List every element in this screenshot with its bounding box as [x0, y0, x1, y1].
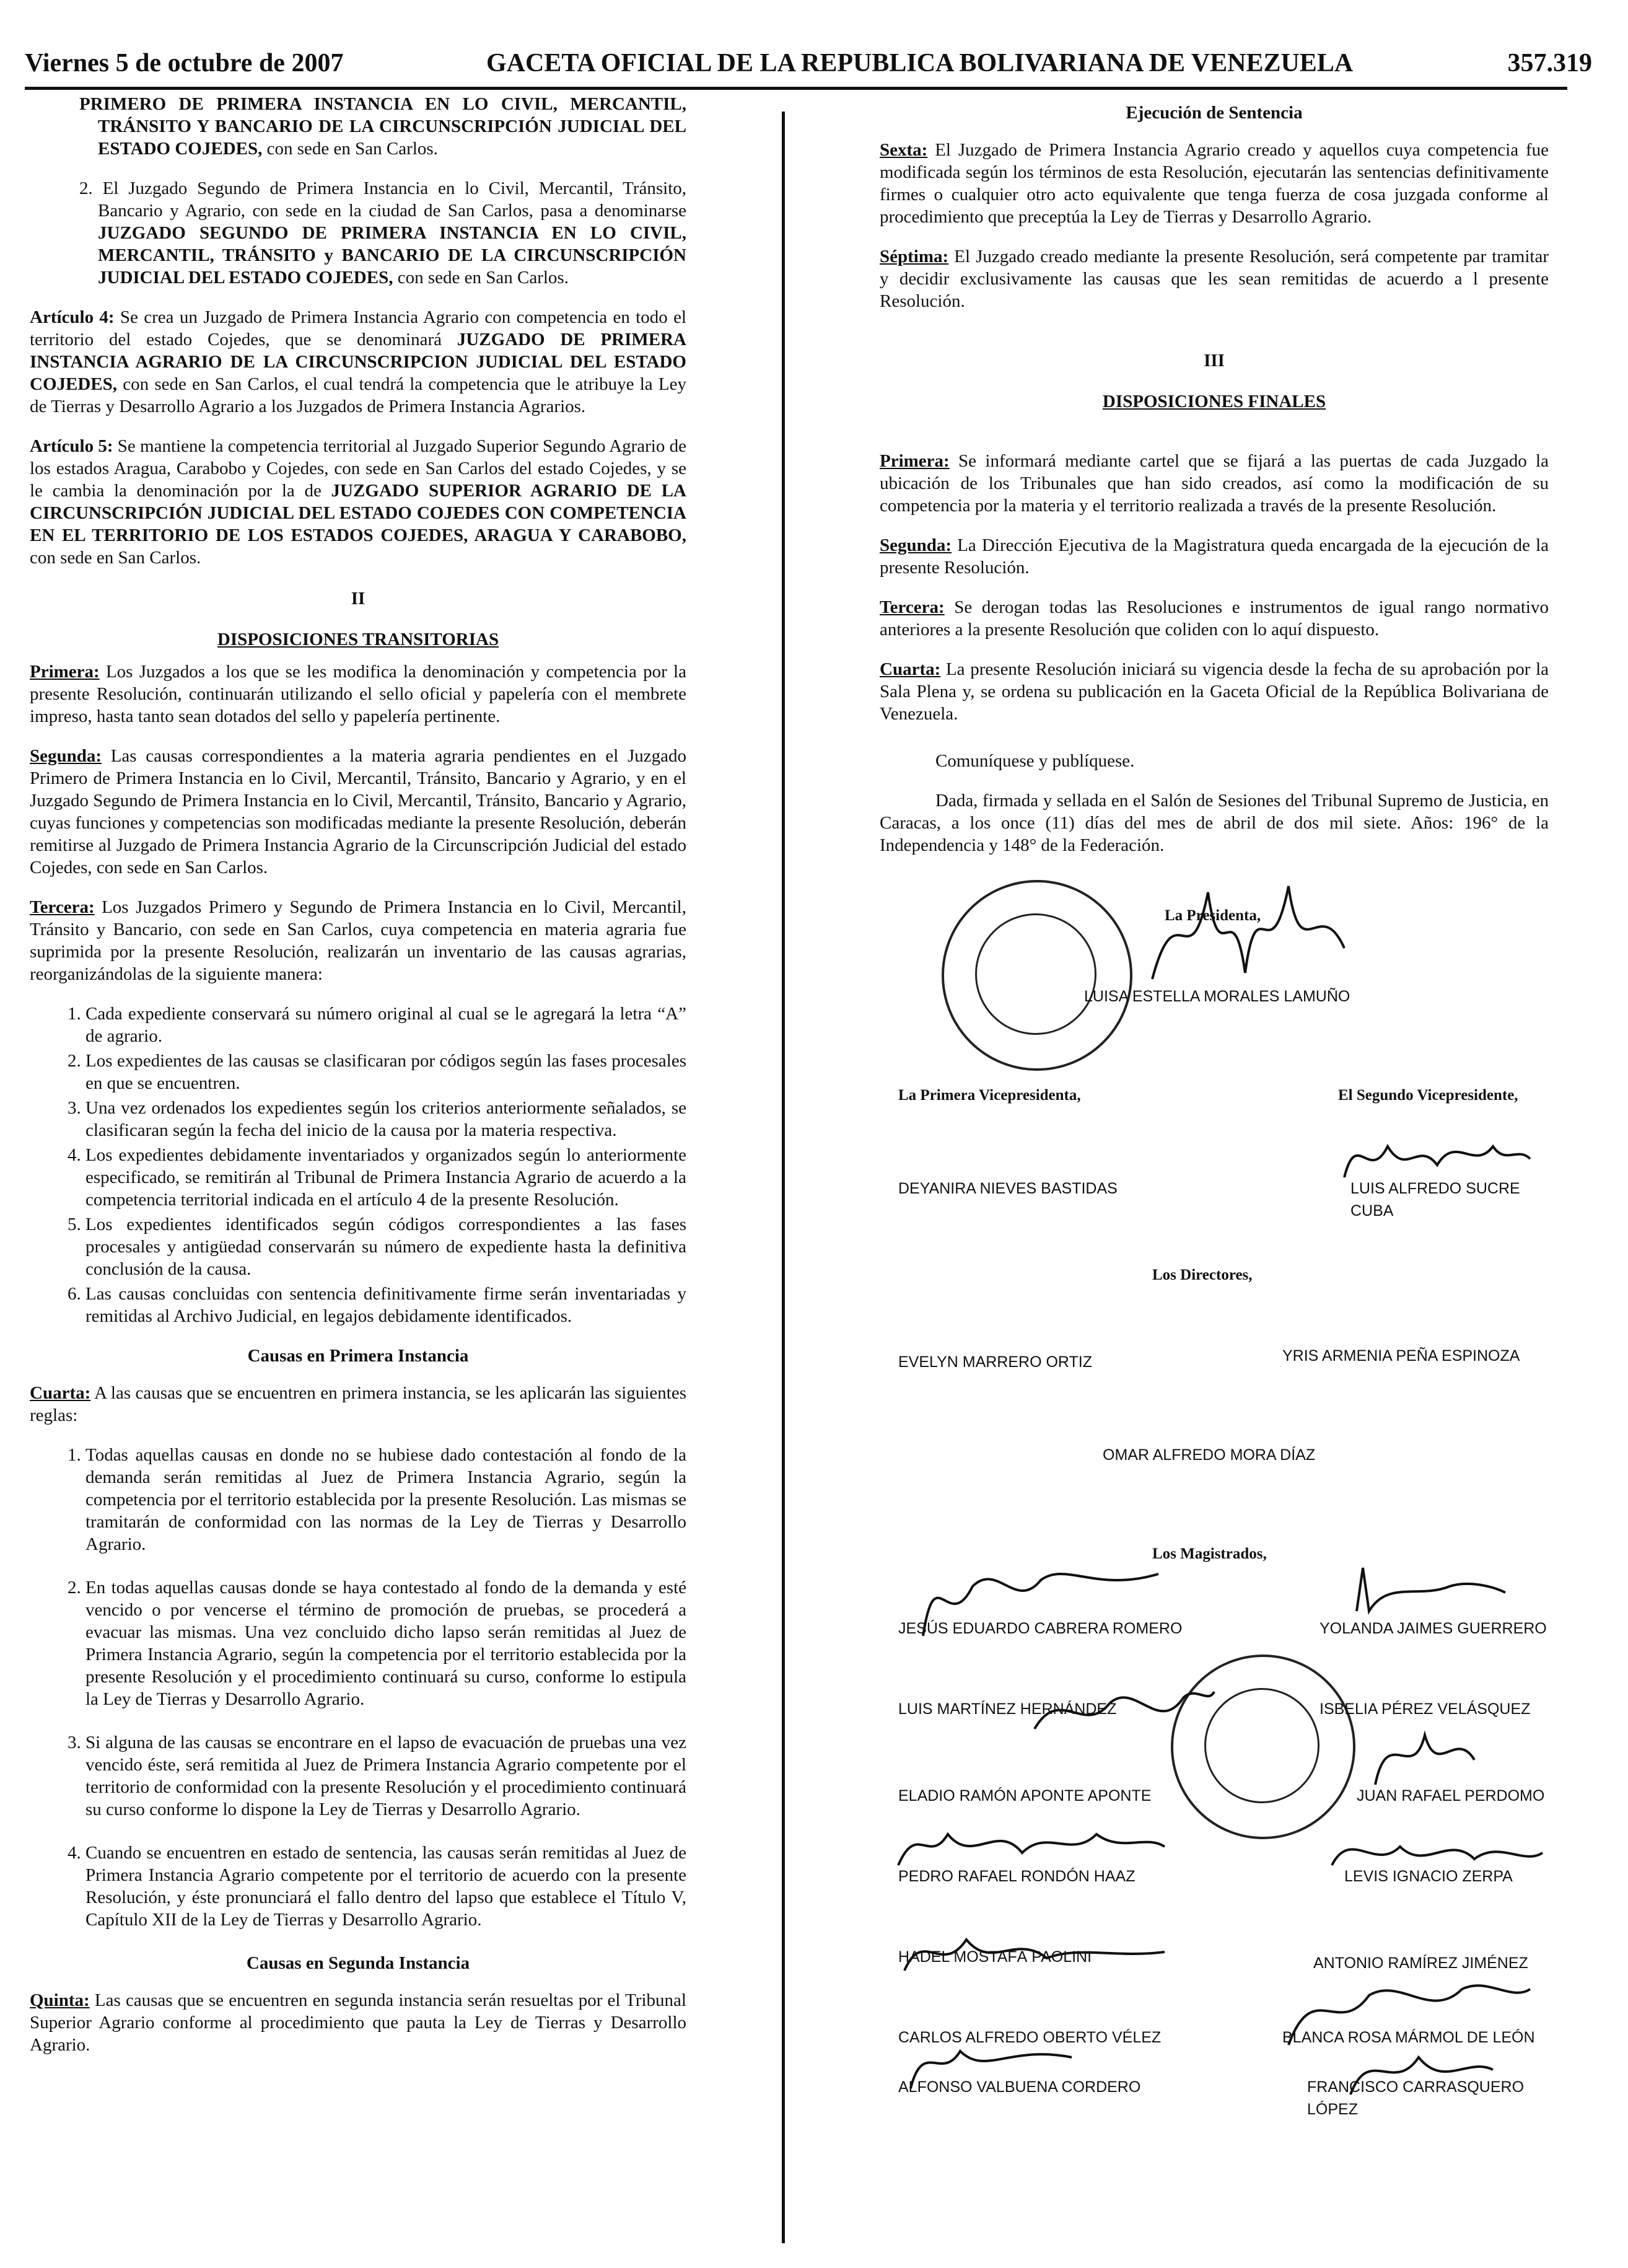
- director-name: OMAR ALFREDO MORA DÍAZ: [1103, 1446, 1316, 1464]
- list-item: 5. Los expedientes identificados según códigos correspondientes a las fases procesales y antigüedad conservarán su número de expediente hasta la definitiva conclusión de la causa.: [85, 1213, 686, 1280]
- header-title: GACETA OFICIAL DE LA REPUBLICA BOLIVARIANA DE VENEZUELA: [486, 49, 1354, 77]
- directores-label: Los Directores,: [1152, 1267, 1253, 1283]
- official-seal-icon: [942, 880, 1132, 1071]
- magistrado-name: FRANCISCO CARRASQUERO LÓPEZ: [1307, 2078, 1525, 2118]
- list-item: 1. Todas aquellas causas en donde no se hubiese dado contestación al fondo de la demanda serán remitidas al Juez de Primera Instancia Agrario, según la competencia por el territorio establecida por la presente Resolución. Las mismas se tramitarán de conformidad con las normas de la Ley de Tierras y Desarrollo Agrario.: [85, 1444, 686, 1555]
- magistrado-name: LEVIS IGNACIO ZERPA: [1344, 1868, 1513, 1885]
- magistrados-label: Los Magistrados,: [1152, 1545, 1267, 1562]
- director-name: YRIS ARMENIA PEÑA ESPINOZA: [1282, 1347, 1520, 1365]
- magistrado-name: ANTONIO RAMÍREZ JIMÉNEZ: [1313, 1954, 1528, 1972]
- list-item: 4. Los expedientes debidamente inventariados y organizados según lo anteriormente especificado, se remitirán al Tribunal de Primera Instancia Agrario de acuerdo a la competencia territorial indicada en el artículo 4 de la presente Resolución.: [85, 1144, 686, 1211]
- magistrado-name: CARLOS ALFREDO OBERTO VÉLEZ: [898, 2029, 1162, 2046]
- vp1-label: La Primera Vicepresidenta,: [898, 1087, 1081, 1104]
- header-page-number: 357.319: [1507, 49, 1592, 77]
- transitoria-segunda: Segunda: Las causas correspondientes a la materia agraria pendientes en el Juzgado Primero de Primera Instancia en lo Civil, Mercantil, Tránsito, Bancario y Agrario, y en el Juzgado Segundo de Primera Instancia en lo Civil, Mercantil, Tránsito, Bancario y Agrario, cuyas funciones y competencias son modificadas mediante la presente Resolución, deberán remitirse al Juzgado de Primera Instancia Agrario de la Circunscripción Judicial del estado Cojedes, con sede en San Carlos.: [30, 746, 686, 877]
- presidenta-name: LUISA ESTELLA MORALES LAMUÑO: [1084, 988, 1350, 1005]
- final-primera: Primera: Se informará mediante cartel que se fijará a las puertas de cada Juzgado la ubicación de los Tribunales que han sido creados, así como la modificación de su competencia por la materia y el territorio realizada a través de la presente Resolución.: [880, 451, 1549, 516]
- final-cuarta: Cuarta: La presente Resolución iniciará su vigencia desde la fecha de su aprobación por la Sala Plena y, se ordena su publicación en la Gaceta Oficial de la República Bolivariana de Venezuela.: [880, 659, 1549, 724]
- magistrado-signature-icon: [1363, 1710, 1487, 1797]
- presidenta-label: La Presidenta,: [1165, 907, 1261, 924]
- magistrado-name: ALFONSO VALBUENA CORDERO: [898, 2078, 1141, 2096]
- magistrado-name: BLANCA ROSA MÁRMOL DE LEÓN: [1282, 2029, 1535, 2046]
- presidenta-signature-icon: [1140, 874, 1363, 998]
- vp2-name: LUIS ALFREDO SUCRE CUBA: [1350, 1180, 1520, 1220]
- final-segunda: Segunda: La Dirección Ejecutiva de la Magistratura queda encargada de la ejecución de la presente Resolución.: [880, 535, 1549, 578]
- page-header: [25, 48, 1592, 92]
- transitoria-sexta: Sexta: El Juzgado de Primera Instancia Agrario creado y aquellos cuya competencia fue modificada según los términos de esta Resolución, ejecutarán las sentencias definitivamente firmes o cualquier otro acto equivalente que tenga fuerza de cosa juzgada conforme al procedimiento que preceptúa la Ley de Tierras y Desarrollo Agrario.: [880, 140, 1549, 227]
- section-number-iii: III: [1204, 351, 1225, 371]
- right-column: [880, 93, 1549, 2118]
- rules-list: [30, 1444, 686, 1931]
- list-item: 3. Una vez ordenados los expedientes según los criterios anteriormente señalados, se clasificaran según la fecha del inicio de la causa por la materia respectiva.: [85, 1097, 686, 1141]
- list-item: 3. Si alguna de las causas se encontrare en el lapso de evacuación de pruebas una vez vencido éste, será remitida al Juez de Primera Instancia Agrario competente por el territorio de conformidad con la presente Resolución y el procedimiento continuará su curso conforme lo dispone la Ley de Tierras y Desarrollo Agrario.: [85, 1731, 686, 1821]
- transitoria-quinta: Quinta: Las causas que se encuentren en segunda instancia serán resueltas por el Tribunal Superior Agrario conforme al procedimiento que pauta la Ley de Tierras y Desarrollo Agrario.: [30, 1990, 686, 2055]
- magistrado-name: ELADIO RAMÓN APONTE APONTE: [898, 1787, 1152, 1804]
- paragraph-juzgado-primero: PRIMERO DE PRIMERA INSTANCIA EN LO CIVIL, MERCANTIL, TRÁNSITO Y BANCARIO DE LA CIRCUNSCRIPCIÓN JUDICIAL DEL ESTADO COJEDES, con sede en San Carlos.: [79, 94, 686, 159]
- section-number-ii: II: [351, 589, 365, 609]
- list-item: 4. Cuando se encuentren en estado de sentencia, las causas serán remitidas al Juez de Primera Instancia Agrario competente por el territorio de acuerdo con la presente Resolución, y éste pronunciará el fallo dentro del lapso que establece el Título V, Capítulo XII de la Ley de Tierras y Desarrollo Agrario.: [85, 1842, 686, 1931]
- list-item: 6. Las causas concluidas con sentencia definitivamente firme serán inventariadas y remitidas al Archivo Judicial, en legajos debidamente identificados.: [85, 1283, 686, 1327]
- transitoria-cuarta: Cuarta: A las causas que se encuentren en primera instancia, se les aplicarán las siguientes reglas:: [30, 1383, 686, 1425]
- magistrado-signature-icon: [1350, 1562, 1512, 1624]
- dada-firmada: Dada, firmada y sellada en el Salón de Sesiones del Tribunal Supremo de Justicia, en Caracas, a los once (11) días del mes de abril de dos mil siete. Años: 196° de la Independencia y 148° de la Federación.: [880, 791, 1549, 855]
- final-tercera: Tercera: Se derogan todas las Resoluciones e instrumentos de igual rango normativo anteriores a la presente Resolución que coliden con lo aquí dispuesto.: [880, 597, 1549, 640]
- magistrado-name: JESÚS EDUARDO CABRERA ROMERO: [898, 1620, 1183, 1637]
- heading-primera-instancia: Causas en Primera Instancia: [247, 1346, 469, 1366]
- transitoria-septima: Séptima: El Juzgado creado mediante la presente Resolución, será competente par tramitar y decidir exclusivamente las causas que les sean remitidas de acuerdo a l presente Resolución.: [880, 247, 1549, 311]
- header-rule: [25, 87, 1567, 90]
- list-item: 2. En todas aquellas causas donde se haya contestado al fondo de la demanda y esté vencido o por vencerse el término de promoción de pruebas, se procederá a evacuar las mismas. Una vez concluido dicho lapso serán remitidas al Juez de Primera Instancia Agrario, según la competencia por el territorio establecida por la presente Resolución y el procedimiento continuará su curso, conforme lo estipula la Ley de Tierras y Desarrollo Agrario.: [85, 1576, 686, 1710]
- transitoria-primera: Primera: Los Juzgados a los que se les modifica la denominación y competencia por la presente Resolución, continuarán utilizando el sello oficial y papelería con el membrete impreso, hasta tanto sean dotados del sello y papelería pertinente.: [30, 662, 686, 726]
- column-divider: [782, 112, 785, 2243]
- article-4: Artículo 4: Se crea un Juzgado de Primera Instancia Agrario con competencia en todo el territorio del estado Cojedes, que se denominará JUZGADO DE PRIMERA INSTANCIA AGRARIO DE LA CIRCUNSCRIPCION JUDICIAL DEL ESTADO COJEDES, con sede en San Carlos, el cual tendrá la competencia que le atribuye la Ley de Tierras y Desarrollo Agrario a los Juzgados de Primera Instancia Agrarios.: [30, 307, 686, 416]
- signature-block: [880, 874, 1549, 2118]
- magistrado-name: PEDRO RAFAEL RONDÓN HAAZ: [898, 1868, 1136, 1885]
- magistrado-name: HADEL MOSTAFÁ PAOLINI: [898, 1948, 1092, 1966]
- list-item: 1. Cada expediente conservará su número original al cual se le agregará la letra “A” de agrario.: [85, 1003, 686, 1047]
- inventory-list: [30, 1003, 686, 1327]
- section-title-finales: DISPOSICIONES FINALES: [1102, 392, 1326, 411]
- transitoria-tercera: Tercera: Los Juzgados Primero y Segundo de Primera Instancia en lo Civil, Mercantil, Tránsito y Bancario, con sede en San Carlos, cuya competencia en materia agraria fue suprimida por la presente Resolución, realizarán un inventario de las causas agrarias, reorganizándolas de la siguiente manera:: [30, 897, 686, 984]
- magistrado-name: LUIS MARTÍNEZ HERNÁNDEZ: [898, 1700, 1117, 1718]
- comuniquese: Comuníquese y publíquese.: [935, 751, 1135, 771]
- director-name: EVELYN MARRERO ORTIZ: [898, 1353, 1093, 1371]
- heading-ejecucion: Ejecución de Sentencia: [1126, 103, 1303, 123]
- heading-segunda-instancia: Causas en Segunda Instancia: [246, 1953, 470, 1973]
- vp1-name: DEYANIRA NIEVES BASTIDAS: [898, 1180, 1118, 1197]
- section-title-transitorias: DISPOSICIONES TRANSITORIAS: [217, 630, 499, 649]
- left-column: [30, 93, 686, 2073]
- magistrado-name: JUAN RAFAEL PERDOMO: [1357, 1787, 1545, 1804]
- paragraph-juzgado-segundo: 2. El Juzgado Segundo de Primera Instancia en lo Civil, Mercantil, Tránsito, Bancario y Agrario, con sede en la ciudad de San Carlos, pasa a denominarse JUZGADO SEGUNDO DE PRIMERA INSTANCIA EN LO CIVIL, MERCANTIL, TRÁNSITO y BANCARIO DE LA CIRCUNSCRIPCIÓN JUDICIAL DEL ESTADO COJEDES, con sede en San Carlos.: [79, 178, 686, 288]
- magistrado-name: YOLANDA JAIMES GUERRERO: [1319, 1620, 1547, 1637]
- header-date: Viernes 5 de octubre de 2007: [25, 49, 344, 77]
- vp2-label: El Segundo Vicepresidente,: [1338, 1087, 1518, 1104]
- magistrado-name: ISBELIA PÉREZ VELÁSQUEZ: [1319, 1700, 1531, 1718]
- list-item: 2. Los expedientes de las causas se clasificaran por códigos según las fases procesales en que se encuentren.: [85, 1050, 686, 1094]
- article-5: Artículo 5: Se mantiene la competencia territorial al Juzgado Superior Segundo Agrario de los estados Aragua, Carabobo y Cojedes, con sede en San Carlos del estado Cojedes, y se le cambia la denominación por la de JUZGADO SUPERIOR AGRARIO DE LA CIRCUNSCRIPCIÓN JUDICIAL DEL ESTADO COJEDES CON COMPETENCIA EN EL TERRITORIO DE LOS ESTADOS COJEDES, ARAGUA Y CARABOBO, con sede en San Carlos.: [30, 436, 686, 568]
